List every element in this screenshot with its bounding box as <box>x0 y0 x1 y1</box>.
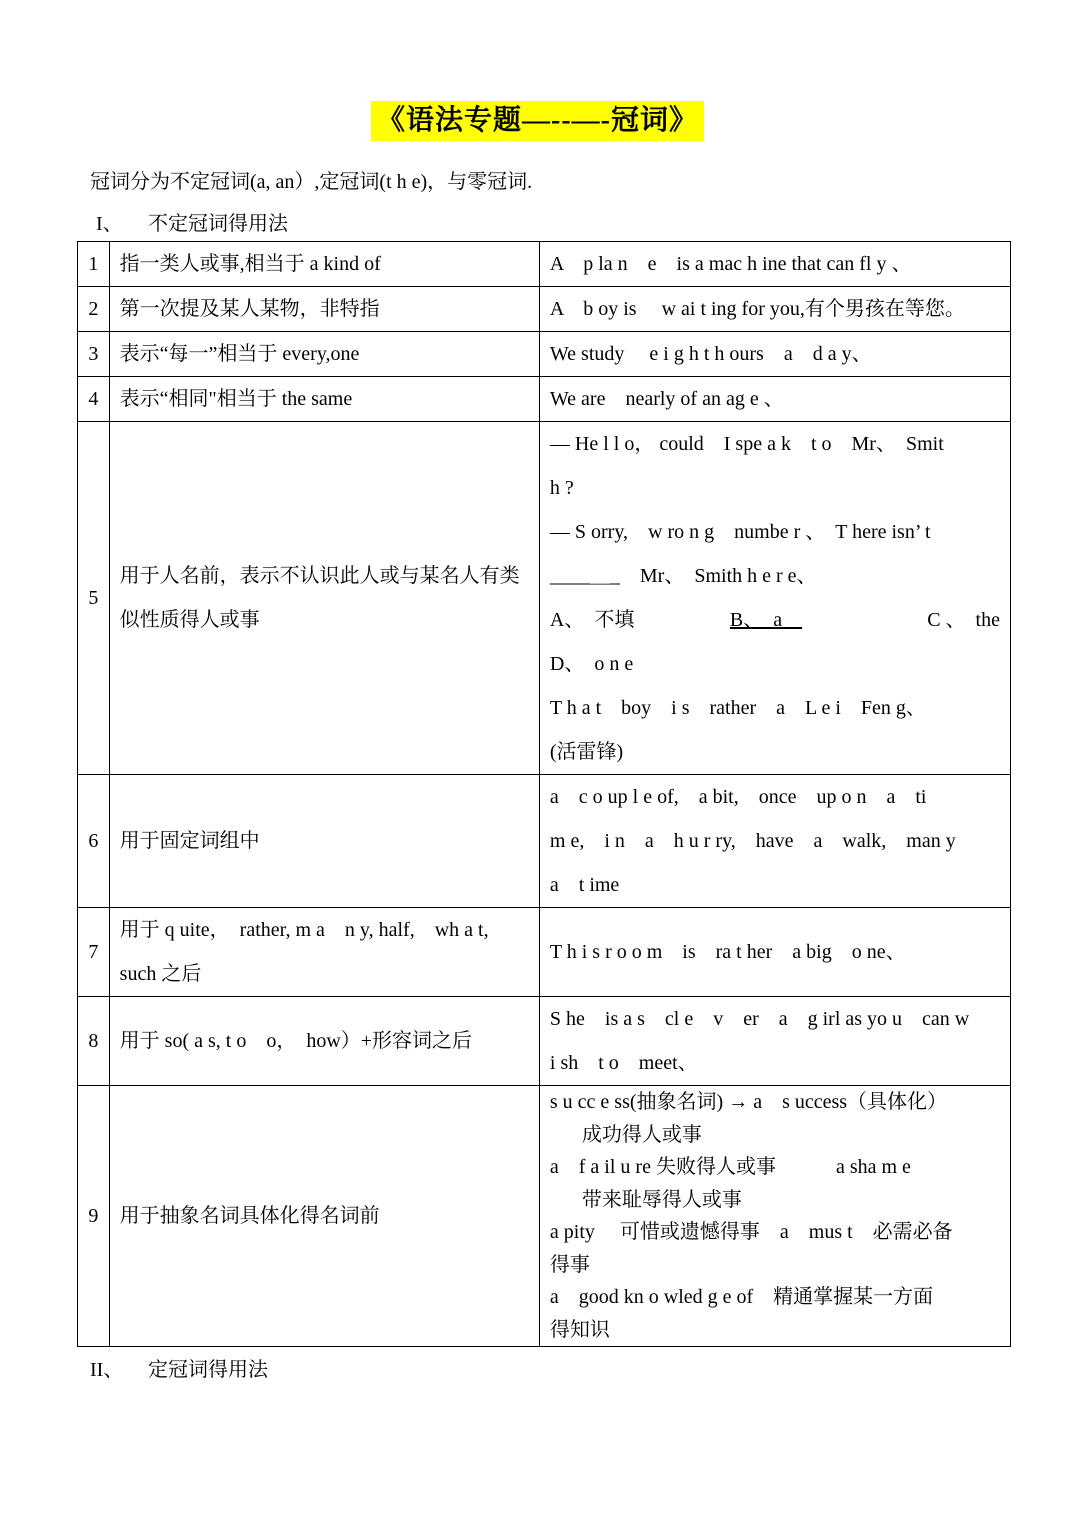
example-line: i sh t o meet、 <box>549 1052 698 1074</box>
example-line: m e, i n a h u r ry, have a walk, man y <box>549 830 956 852</box>
usage-cell: 用于抽象名词具体化得名词前 <box>109 1086 539 1347</box>
example-line: h ? <box>549 477 574 499</box>
section-label: 不定冠词得用法 <box>148 213 288 235</box>
example-cell <box>539 422 1010 775</box>
section-heading-indefinite <box>96 210 288 238</box>
example-cell <box>539 1086 1010 1347</box>
usage-cell <box>109 908 539 997</box>
table-row <box>78 377 1011 422</box>
example-cell <box>539 775 1010 908</box>
example-line: a pity 可惜或遗憾得事 a mus t 必需必备 <box>549 1221 953 1243</box>
usage-cell: 指一类人或事,相当于 a kind of <box>109 242 539 287</box>
table-row <box>78 422 1011 775</box>
page-title: 《语法专题—--—-冠词》 <box>371 101 704 141</box>
example-line: a f a il u re 失败得人或事 a sha m e <box>549 1156 911 1178</box>
example-line: — S orry, w ro n g numbe r 、 T here isn’ t <box>549 521 931 543</box>
option-b: B、 a <box>729 609 803 631</box>
usage-table <box>77 241 1011 1347</box>
example-line: a c o up l e of, a bit, once up o n a ti <box>549 786 927 808</box>
table-row <box>78 908 1011 997</box>
section-label: 定冠词得用法 <box>148 1359 268 1381</box>
table-row <box>78 242 1011 287</box>
example-cell: T h i s r o o m is ra t her a big o ne、 <box>539 908 1010 997</box>
option-d: D、 o n e <box>549 653 634 675</box>
row-number: 9 <box>78 1086 110 1347</box>
table-row <box>78 332 1011 377</box>
row-number: 8 <box>78 997 110 1086</box>
intro-paragraph: 冠词分为不定冠词(a, an）,定冠词(t h e)，与零冠词. <box>90 171 533 193</box>
example-line: ____＿_ Mr、 Smith h e r e、 <box>549 565 817 587</box>
example-line: S he is a s cl e v er a g irl as yo u can w <box>549 1008 970 1030</box>
answer-options-row <box>550 598 1000 642</box>
table-row <box>78 287 1011 332</box>
example-line: 成功得人或事 <box>581 1123 702 1146</box>
example-line: 得知识 <box>549 1318 610 1341</box>
row-number: 4 <box>78 377 110 422</box>
option-c: C 、 the <box>927 609 1000 631</box>
example-line: — He l l o， could I spe a k t o Mr、 Smit <box>549 433 944 455</box>
example-cell: We study e i g h t h ours a d a y、 <box>539 332 1010 377</box>
example-cell <box>539 997 1010 1086</box>
example-line: a good kn o wled g e of 精通掌握某一方面 <box>549 1286 934 1308</box>
table-row <box>78 1086 1011 1347</box>
section-heading-definite <box>90 1356 268 1384</box>
row-number: 3 <box>78 332 110 377</box>
option-a: A、 不填 <box>549 609 635 631</box>
row-number: 2 <box>78 287 110 332</box>
section-number: I、 <box>96 213 123 235</box>
usage-cell: 用于 so( a s, t o o， how）+形容词之后 <box>109 997 539 1086</box>
usage-line: such 之后 <box>119 963 202 985</box>
row-number: 6 <box>78 775 110 908</box>
usage-cell: 用于人名前，表示不认识此人或与某名人有类似性质得人或事 <box>109 422 539 775</box>
title-container <box>0 101 1075 141</box>
example-line: 得事 <box>549 1253 590 1276</box>
table-row <box>78 775 1011 908</box>
example-line: T h a t boy i s rather a L e i Fen g、 <box>549 697 926 719</box>
usage-cell: 表示“每一”相当于 every,one <box>109 332 539 377</box>
usage-cell: 第一次提及某人某物，非特指 <box>109 287 539 332</box>
section-number: II、 <box>90 1359 124 1381</box>
usage-cell: 用于固定词组中 <box>109 775 539 908</box>
example-line: a t ime <box>549 874 620 896</box>
example-line: s u cc e ss(抽象名词) → a s uccess（具体化） <box>549 1091 948 1113</box>
example-line: (活雷锋) <box>549 741 624 763</box>
table-row <box>78 997 1011 1086</box>
example-line: 带来耻辱得人或事 <box>581 1188 742 1211</box>
example-cell: A p la n e is a mac h ine that can fl y 、 <box>539 242 1010 287</box>
row-number: 7 <box>78 908 110 997</box>
row-number: 5 <box>78 422 110 775</box>
example-cell: We are nearly of an ag e 、 <box>539 377 1010 422</box>
usage-cell: 表示“相同"相当于 the same <box>109 377 539 422</box>
example-cell: A b oy is w ai t ing for you,有个男孩在等您。 <box>539 287 1010 332</box>
row-number: 1 <box>78 242 110 287</box>
usage-line: 用于 q uite， rather, m a n y, half, wh a t, <box>119 919 489 941</box>
